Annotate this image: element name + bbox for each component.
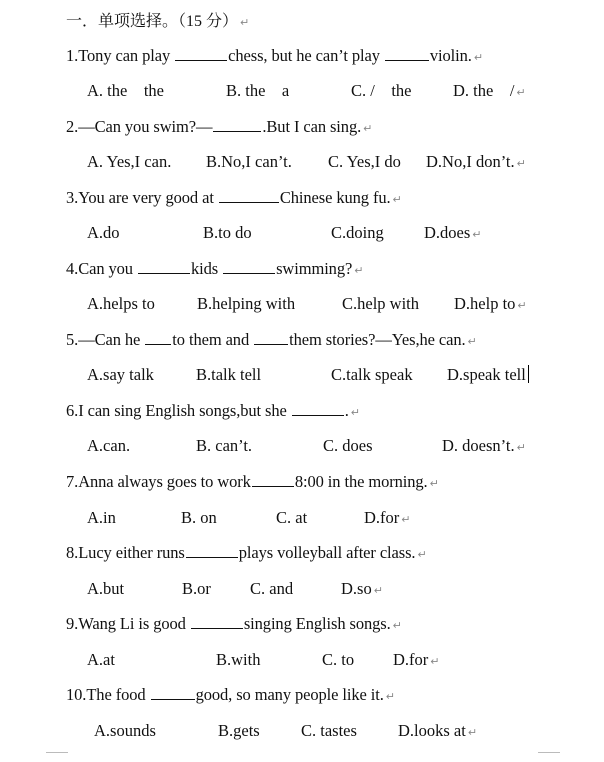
paragraph-mark-icon: ↵: [392, 619, 402, 632]
question-3: 3.You are very good at Chinese kung fu. ↵: [66, 188, 402, 207]
option-b[interactable]: B.gets: [218, 721, 260, 740]
option-c[interactable]: C. Yes,I do: [328, 152, 401, 171]
option-d[interactable]: D.so ↵: [341, 579, 383, 598]
option-c[interactable]: C.help with: [342, 294, 419, 313]
option-d[interactable]: D. doesn’t. ↵: [442, 436, 526, 455]
option-d[interactable]: D.for ↵: [393, 650, 440, 669]
question-1: 1.Tony can play chess, but he can’t play violin. ↵: [66, 46, 483, 65]
option-c[interactable]: C. and: [250, 579, 294, 598]
option-c[interactable]: C. to: [322, 650, 355, 669]
paragraph-mark-icon: ↵: [516, 441, 526, 454]
question-6: 6.I can sing English songs,but she . ↵: [66, 401, 360, 420]
answer-blank[interactable]: [223, 259, 275, 274]
option-b[interactable]: B.or: [182, 579, 211, 598]
option-c[interactable]: C.talk speak: [331, 365, 413, 384]
option-a[interactable]: A.helps to: [87, 294, 155, 313]
paragraph-mark-icon: ↵: [385, 690, 395, 703]
question-4: 4.Can you kids swimming? ↵: [66, 259, 364, 278]
text-cursor: [528, 365, 529, 383]
option-d[interactable]: D.does ↵: [424, 223, 482, 242]
question-7: 7.Anna always goes to work 8:00 in the morning. ↵: [66, 472, 439, 491]
option-a[interactable]: A.say talk: [87, 365, 154, 384]
option-b[interactable]: B.to do: [203, 223, 252, 242]
option-a[interactable]: A.sounds: [94, 721, 156, 740]
answer-blank[interactable]: [252, 472, 294, 487]
option-a[interactable]: A.at: [87, 650, 115, 669]
option-b[interactable]: B.No,I can’t.: [206, 152, 292, 171]
option-d[interactable]: D.for ↵: [364, 508, 411, 527]
answer-blank[interactable]: [145, 330, 171, 345]
answer-blank[interactable]: [213, 117, 261, 132]
paragraph-mark-icon: ↵: [473, 51, 483, 64]
option-d[interactable]: D.help to ↵: [454, 294, 527, 313]
option-b[interactable]: B. can’t.: [196, 436, 253, 455]
option-b[interactable]: B.helping with: [197, 294, 296, 313]
option-d[interactable]: D.No,I don’t. ↵: [426, 152, 526, 171]
option-a[interactable]: A.can.: [87, 436, 131, 455]
paragraph-mark-icon: ↵: [417, 548, 427, 561]
option-c[interactable]: C. at: [276, 508, 308, 527]
paragraph-mark-icon: ↵: [467, 335, 477, 348]
option-b[interactable]: B.talk tell: [196, 365, 262, 384]
answer-blank[interactable]: [175, 46, 227, 61]
question-10: 10.The food good, so many people like it. ↵: [66, 685, 395, 704]
answer-blank[interactable]: [254, 330, 288, 345]
paragraph-mark-icon: ↵: [467, 726, 478, 739]
page-corner-mark-right: [538, 752, 560, 753]
answer-blank[interactable]: [191, 614, 243, 629]
option-d[interactable]: D. the / ↵: [453, 81, 526, 100]
paragraph-mark-icon: ↵: [429, 477, 439, 490]
paragraph-mark-icon: ↵: [240, 16, 250, 29]
question-5: 5.—Can he to them and them stories?—Yes,he can. ↵: [66, 330, 477, 349]
paragraph-mark-icon: ↵: [517, 299, 527, 312]
answer-blank[interactable]: [186, 543, 238, 558]
paragraph-mark-icon: ↵: [354, 264, 364, 277]
option-a[interactable]: A.but: [87, 579, 125, 598]
option-c[interactable]: C. does: [323, 436, 373, 455]
paragraph-mark-icon: ↵: [401, 513, 411, 526]
paragraph-mark-icon: ↵: [472, 228, 482, 241]
option-c[interactable]: C.doing: [331, 223, 384, 242]
paragraph-mark-icon: ↵: [516, 157, 526, 170]
paragraph-mark-icon: ↵: [430, 655, 440, 668]
option-b[interactable]: B. the a: [226, 81, 290, 100]
page-corner-mark-left: [46, 752, 68, 753]
option-a[interactable]: A. the the: [87, 81, 164, 100]
answer-blank[interactable]: [292, 401, 344, 416]
option-a[interactable]: A. Yes,I can.: [87, 152, 172, 171]
option-b[interactable]: B. on: [181, 508, 217, 527]
option-d[interactable]: D.speak tell: [447, 365, 529, 385]
section-title: 一．单项选择。（15 分） ↵: [66, 13, 250, 30]
option-a[interactable]: A.do: [87, 223, 120, 242]
option-c[interactable]: C. / the: [351, 81, 412, 100]
answer-blank[interactable]: [385, 46, 429, 61]
option-b[interactable]: B.with: [216, 650, 261, 669]
answer-blank[interactable]: [151, 685, 195, 700]
answer-blank[interactable]: [219, 188, 279, 203]
paragraph-mark-icon: ↵: [516, 86, 526, 99]
option-c[interactable]: C. tastes: [301, 721, 357, 740]
question-8: 8.Lucy either runs plays volleyball after class. ↵: [66, 543, 427, 562]
option-d[interactable]: D.looks at ↵: [398, 721, 478, 740]
paragraph-mark-icon: ↵: [350, 406, 360, 419]
question-2: 2.—Can you swim?— .But I can sing. ↵: [66, 117, 373, 136]
answer-blank[interactable]: [138, 259, 190, 274]
paragraph-mark-icon: ↵: [373, 584, 383, 597]
question-9: 9.Wang Li is good singing English songs. ↵: [66, 614, 402, 633]
paragraph-mark-icon: ↵: [363, 122, 373, 135]
option-a[interactable]: A.in: [87, 508, 116, 527]
paragraph-mark-icon: ↵: [392, 193, 402, 206]
